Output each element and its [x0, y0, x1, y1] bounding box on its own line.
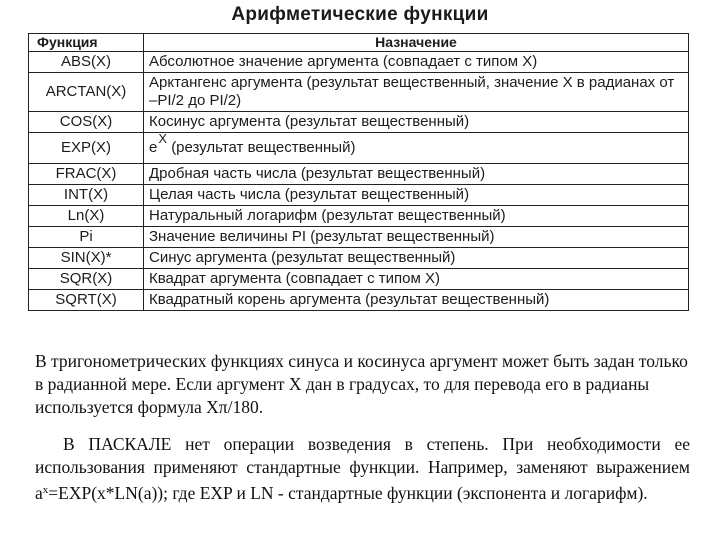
function-description: Квадратный корень аргумента (результат вещественный) [144, 290, 689, 311]
function-name: INT(X) [29, 185, 144, 206]
power-superscript: x [42, 484, 49, 496]
table-row [29, 164, 689, 185]
function-name: COS(X) [29, 112, 144, 133]
paragraph-power-operation [35, 433, 690, 505]
function-name: SIN(X)* [29, 248, 144, 269]
functions-table [28, 33, 689, 311]
exp-base: e [149, 139, 158, 156]
function-description: Целая часть числа (результат вещественный) [144, 185, 689, 206]
paragraph-trig-radians: В тригонометрических функциях синуса и косинуса аргумент может быть задан только в радианной мере. Если аргумент X дан в градусах, то для перевода его в радианы используется формула Xπ/180. [35, 351, 688, 417]
function-name: Pi [29, 227, 144, 248]
table-row [29, 52, 689, 73]
function-name: ARCTAN(X) [29, 73, 144, 112]
function-description: Косинус аргумента (результат вещественный) [144, 112, 689, 133]
function-name: SQRT(X) [29, 290, 144, 311]
function-description: Дробная часть числа (результат вещественный) [144, 164, 689, 185]
column-header-function: Функция [29, 34, 144, 52]
paragraph-text-after: =EXP(x*LN(a)); где EXP и LN - стандартные функции (экспонента и логарифм). [48, 483, 648, 503]
function-name: Ln(X) [29, 206, 144, 227]
table-row [29, 206, 689, 227]
function-description: Синус аргумента (результат вещественный) [144, 248, 689, 269]
table-row [29, 73, 689, 112]
exp-superscript: X [158, 131, 168, 146]
function-description: Абсолютное значение аргумента (совпадает с типом X) [144, 52, 689, 73]
function-name: SQR(X) [29, 269, 144, 290]
function-description: Квадрат аргумента (совпадает с типом X) [144, 269, 689, 290]
page-title: Арифметические функции [231, 4, 489, 25]
column-header-purpose: Назначение [144, 34, 689, 52]
function-name: EXP(X) [29, 133, 144, 164]
table-row [29, 269, 689, 290]
function-description: Арктангенс аргумента (результат вещественный, значение X в радианах от –PI/2 до PI/2) [144, 73, 689, 112]
table-row [29, 227, 689, 248]
function-name: FRAC(X) [29, 164, 144, 185]
table-row [29, 185, 689, 206]
table-row [29, 133, 689, 164]
table-row [29, 112, 689, 133]
table-row [29, 290, 689, 311]
function-description: Значение величины PI (результат вещественный) [144, 227, 689, 248]
function-name: ABS(X) [29, 52, 144, 73]
table-row [29, 248, 689, 269]
paragraph-text-before: В ПАСКАЛЕ нет операции возведения в степень. При необходимости ее использования применяют стандартные функции. Например, заменяют выражением a [35, 434, 690, 503]
table-header-row [29, 34, 689, 52]
function-description: Натуральный логарифм (результат вещественный) [144, 206, 689, 227]
function-description [144, 133, 689, 164]
exp-description-rest: (результат вещественный) [171, 139, 356, 156]
